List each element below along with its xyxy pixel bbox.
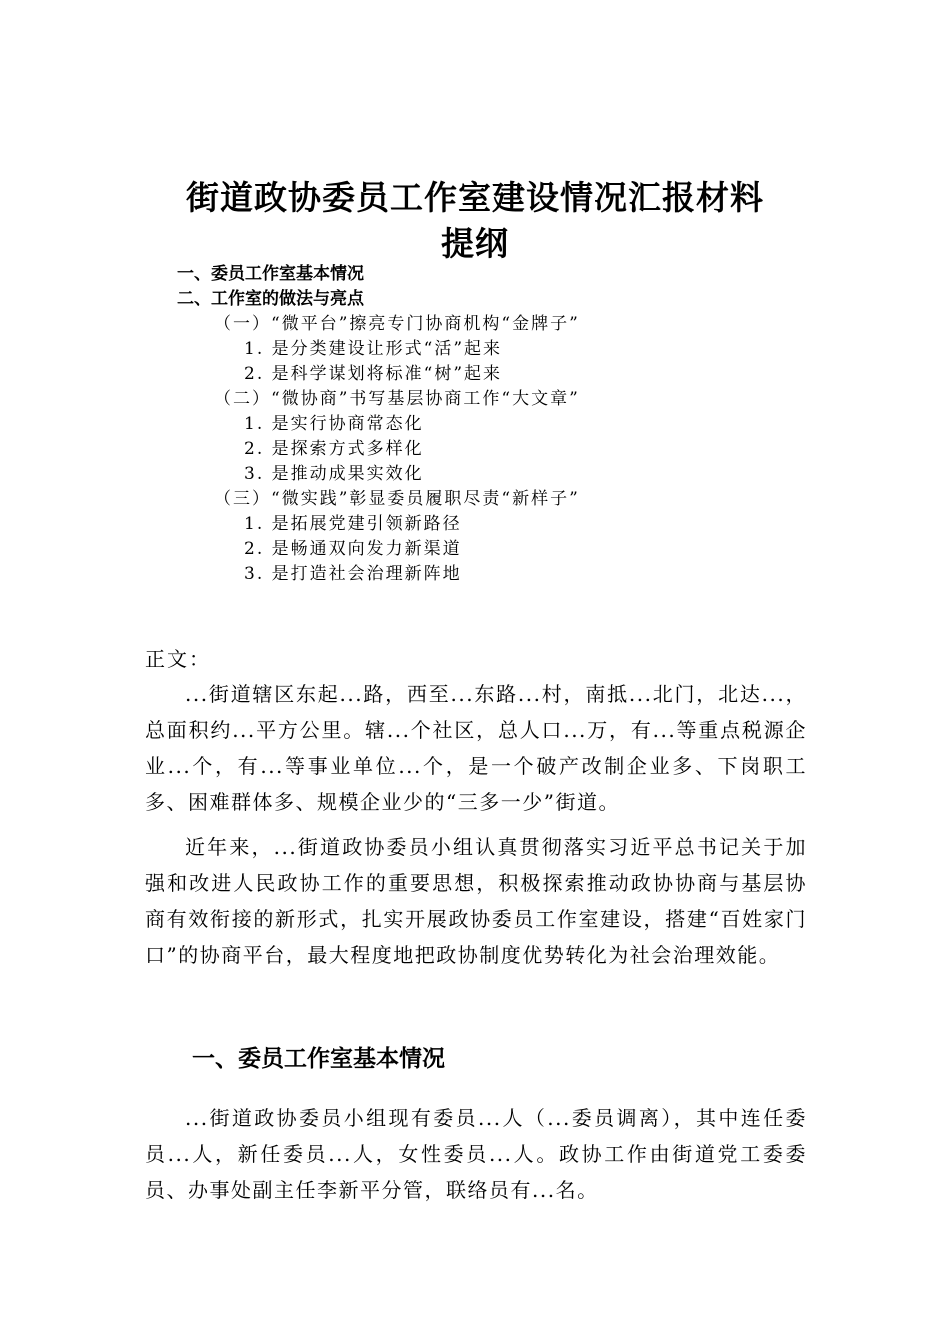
- outline-item: 2. 是科学谋划将标准“树”起来: [244, 364, 503, 384]
- outline-subheading-2: （二）“微协商”书写基层协商工作“大文章”: [214, 389, 580, 409]
- outline-heading-1: 一、委员工作室基本情况: [177, 264, 364, 284]
- outline-heading-2: 二、工作室的做法与亮点: [177, 289, 364, 309]
- document-title-line-2: 提纲: [441, 224, 509, 263]
- outline-item: 1. 是拓展党建引领新路径: [244, 514, 462, 534]
- outline-item: 3. 是推动成果实效化: [244, 464, 424, 484]
- body-paragraph-3: ...街道政协委员小组现有委员...人（...委员调离），其中连任委员...人，新任委员...人，女性委员...人。政协工作由街道党工委委员、办事处副主任李新平分管，联络员有...名。: [145, 1106, 807, 1202]
- outline-item: 2. 是探索方式多样化: [244, 439, 424, 459]
- body-paragraph-2: 近年来，...街道政协委员小组认真贯彻落实习近平总书记关于加强和改进人民政协工作的重要思想，积极探索推动政协协商与基层协商有效衔接的新形式，扎实开展政协委员工作室建设，搭建“百姓家门口”的协商平台，最大程度地把政协制度优势转化为社会治理效能。: [145, 835, 807, 967]
- outline-item: 2. 是畅通双向发力新渠道: [244, 539, 462, 559]
- section-heading-1: 一、委员工作室基本情况: [192, 1046, 445, 1072]
- outline-item: 3. 是打造社会治理新阵地: [244, 564, 462, 584]
- document-title-line-1: 街道政协委员工作室建设情况汇报材料: [186, 178, 764, 217]
- body-label: 正文：: [145, 647, 211, 671]
- outline-subheading-3: （三）“微实践”彰显委员履职尽责“新样子”: [214, 489, 580, 509]
- outline-item: 1. 是分类建设让形式“活”起来: [244, 339, 503, 359]
- outline-item: 1. 是实行协商常态化: [244, 414, 424, 434]
- outline-subheading-1: （一）“微平台”擦亮专门协商机构“金牌子”: [214, 314, 580, 334]
- body-paragraph-1: ...街道辖区东起...路，西至...东路...村，南抵...北门，北达...，总面积约...平方公里。辖...个社区，总人口...万，有...等重点税源企业...个，有...等事业单位...个，是一个破产改制企业多、下岗职工多、困难群体多、规模企业少的“三多一少”街道。: [145, 682, 807, 814]
